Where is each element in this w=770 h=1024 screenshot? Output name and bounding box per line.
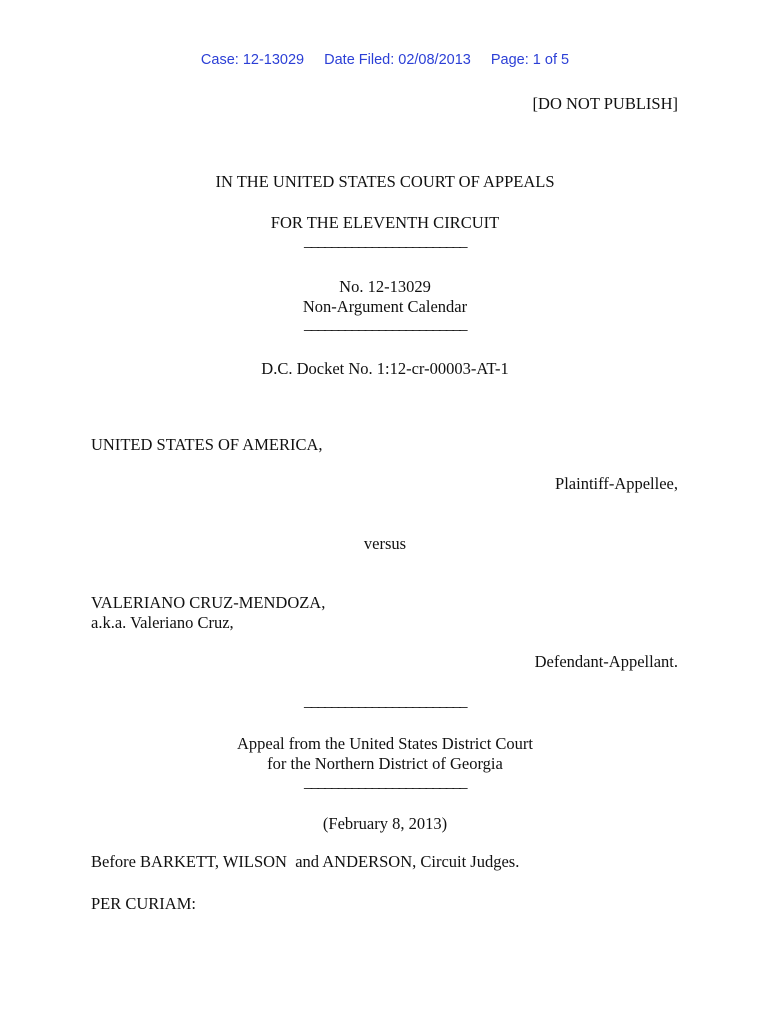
appeal-source-line1: Appeal from the United States District Court [236, 734, 534, 753]
case-number-stamp: Case: 12-13029 [200, 52, 305, 68]
defendant-role: Defendant-Appellant. [534, 652, 678, 671]
defendant-aka: a.k.a. Valeriano Cruz, [91, 613, 234, 632]
plaintiff-role: Plaintiff-Appellee, [555, 474, 678, 493]
publish-note: [DO NOT PUBLISH] [532, 94, 678, 113]
separator-rule: ________________________ [304, 691, 466, 710]
plaintiff-name: UNITED STATES OF AMERICA, [91, 435, 323, 454]
court-name: IN THE UNITED STATES COURT OF APPEALS [215, 172, 555, 191]
appeal-source-line2: for the Northern District of Georgia [267, 754, 503, 773]
per-curiam-heading: PER CURIAM: [91, 894, 196, 913]
docket-number: D.C. Docket No. 1:12-cr-00003-AT-1 [261, 359, 509, 378]
versus-label: versus [363, 534, 407, 553]
filing-stamp [0, 50, 770, 70]
panel-judges: Before BARKETT, WILSON and ANDERSON, Circuit Judges. [91, 852, 520, 871]
calendar-type: Non-Argument Calendar [302, 297, 468, 316]
decision-date: (February 8, 2013) [322, 814, 448, 833]
separator-rule: ________________________ [304, 231, 466, 250]
circuit-name: FOR THE ELEVENTH CIRCUIT [270, 213, 500, 232]
case-number: No. 12-13029 [339, 277, 431, 296]
date-filed-stamp: Date Filed: 02/08/2013 [324, 52, 471, 68]
page-count-stamp: Page: 1 of 5 [490, 52, 570, 68]
separator-rule: ________________________ [304, 772, 466, 791]
separator-rule: ________________________ [304, 314, 466, 333]
defendant-name: VALERIANO CRUZ-MENDOZA, [91, 593, 326, 612]
